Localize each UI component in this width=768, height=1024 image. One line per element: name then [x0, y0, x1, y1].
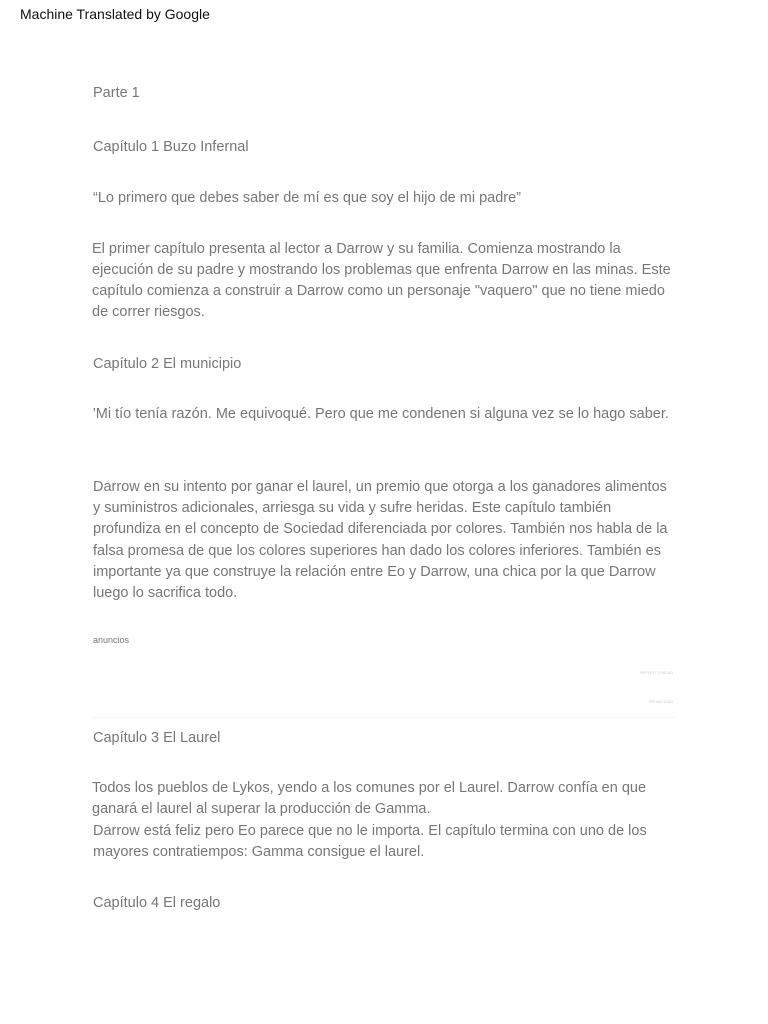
chapter-2-heading: Capítulo 2 El municipio — [93, 356, 242, 372]
privacy-link[interactable]: PRIVACIDAD — [648, 699, 673, 704]
chapter-3-summary-part-1: Todos los pueblos de Lykos, yendo a los comunes por el Laurel. Darrow confía en que ganará el laurel al superar la producción de Gamma. — [92, 780, 647, 817]
chapter-4-heading: Capítulo 4 El regalo — [93, 895, 221, 911]
part-title: Parte 1 — [93, 85, 140, 101]
chapter-1-summary: El primer capítulo presenta al lector a Darrow y su familia. Comienza mostrando la ejecución de su padre y mostrando los problemas que enfrenta Darrow en las minas. Este capítulo comienza a construir a Darrow como un personaje "vaquero" que no tiene miedo de correr riesgos. — [92, 241, 671, 320]
chapter-2-summary: Darrow en su intento por ganar el laurel, un premio que otorga a los ganadores alimentos y suministros adicionales, arriesga su vida y sufre heridas. Este capítulo también profundiza en el concepto de Sociedad diferenciada por colores. También nos habla de la falsa promesa de que los colores superiores han dado los colores inferiores. También es importante ya que construye la relación entre Eo y Darrow, una chica por la que Darrow luego lo sacrifica todo. — [93, 479, 668, 602]
chapter-3-summary-part-2: Darrow está feliz pero Eo parece que no le importa. El capítulo termina con uno de los mayores contratiempos: Gamma consigue el laurel. — [93, 823, 647, 860]
chapter-2-quote: 'Mi tío tenía razón. Me equivoqué. Pero que me condenen si alguna vez se lo hago saber. — [93, 406, 669, 422]
ad-slot — [91, 655, 675, 718]
ads-label: anuncios — [93, 635, 130, 645]
chapter-3-heading: Capítulo 3 El Laurel — [93, 730, 221, 746]
report-ad-link[interactable]: REPORT THIS AD — [639, 670, 673, 675]
chapter-1-heading: Capítulo 1 Buzo Infernal — [93, 139, 249, 155]
chapter-1-quote: “Lo primero que debes saber de mí es que soy el hijo de mi padre” — [93, 190, 521, 206]
machine-translation-banner: Machine Translated by Google — [20, 6, 210, 22]
